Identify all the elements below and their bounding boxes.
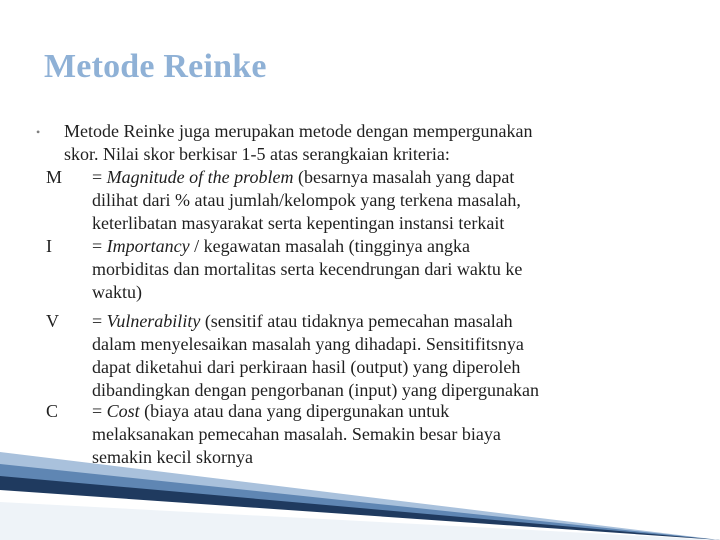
definition-text: (biaya atau dana yang dipergunakan untuk: [139, 401, 450, 421]
intro-line-2: skor. Nilai skor berkisar 1-5 atas serangkaian kriteria:: [64, 144, 450, 164]
definition-line: [92, 166, 692, 189]
definition-line: [92, 310, 692, 333]
definition-line: waktu): [92, 282, 142, 302]
criterion-term: Magnitude of the problem: [106, 167, 294, 187]
definition-line: dapat diketahui dari perkiraan hasil (output) yang diperoleh: [92, 357, 521, 377]
definition-line: semakin kecil skornya: [92, 447, 253, 467]
definition-line: morbiditas dan mortalitas serta kecendrungan dari waktu ke: [92, 259, 523, 279]
definition-line: dalam menyelesaikan masalah yang dihadapi. Sensitifitsnya: [92, 334, 524, 354]
definition-line: [92, 235, 692, 258]
definition-line: keterlibatan masyarakat serta kepentingan instansi terkait: [92, 213, 505, 233]
criterion-letter: M: [46, 167, 63, 187]
criterion-letter: C: [46, 401, 59, 421]
bullet-icon: •: [36, 125, 41, 139]
criterion-letter: I: [46, 236, 52, 256]
equals-sign: =: [92, 167, 107, 187]
equals-sign: =: [92, 401, 107, 421]
criterion-definition: [92, 235, 692, 304]
definition-text: (sensitif atau tidaknya pemecahan masalah: [200, 311, 513, 331]
criterion-term: Cost: [106, 401, 140, 421]
intro-paragraph: [36, 120, 684, 166]
criterion-definition: [92, 166, 692, 235]
intro-line-1: Metode Reinke juga merupakan metode dengan mempergunakan: [64, 121, 533, 141]
definition-text: / kegawatan masalah (tingginya angka: [189, 236, 471, 256]
definition-line: [92, 400, 692, 423]
criterion-term: Importancy: [106, 236, 190, 256]
equals-sign: =: [92, 311, 107, 331]
definition-text: (besarnya masalah yang dapat: [293, 167, 515, 187]
definition-line: melaksanakan pemecahan masalah. Semakin besar biaya: [92, 424, 501, 444]
definition-line: dilihat dari % atau jumlah/kelompok yang terkena masalah,: [92, 190, 521, 210]
criterion-definition: [92, 310, 692, 402]
criterion-term: Vulnerability: [106, 311, 201, 331]
criterion-letter: V: [46, 311, 59, 331]
decorative-swoosh: [0, 450, 720, 540]
equals-sign: =: [92, 236, 107, 256]
slide-title: Metode Reinke: [44, 48, 267, 85]
definition-line: dibandingkan dengan pengorbanan (input) yang dipergunakan: [92, 380, 540, 400]
